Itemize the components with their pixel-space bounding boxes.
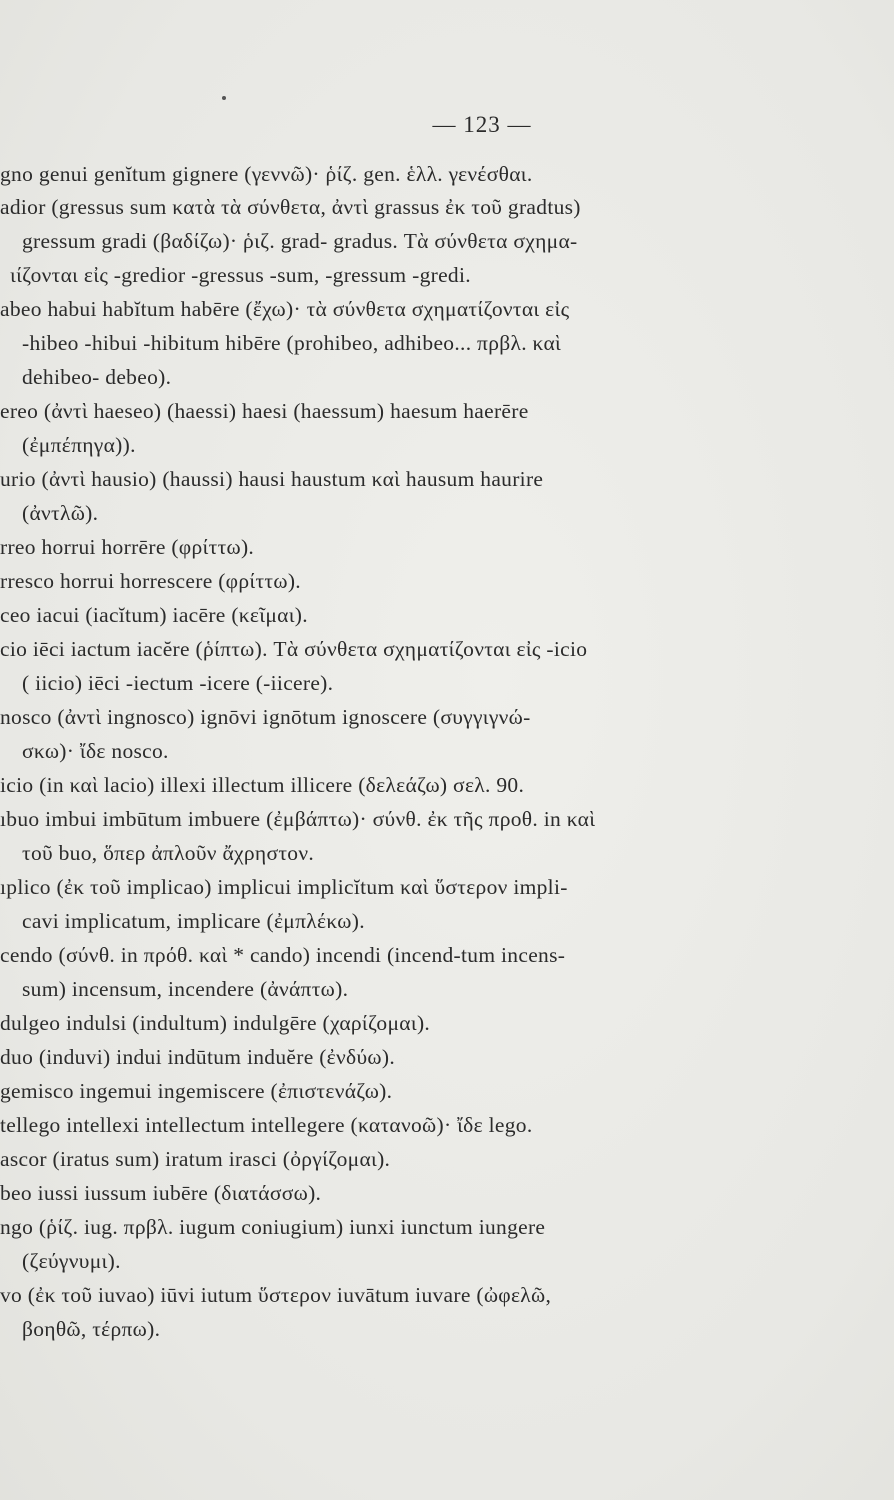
text-line: ceo iacui (iacĭtum) iacēre (κεῖμαι).	[0, 603, 308, 627]
text-line: gemisco ingemui ingemiscere (ἐπιστενάζω).	[0, 1079, 393, 1103]
text-line: cio iēci iactum iacĕre (ῥίπτω). Τὰ σύνθετα σχηματίζονται εἰς -icio	[0, 637, 588, 661]
text-line: -hibeo -hibui -hibitum hibēre (prohibeo, adhibeo... πρβλ. καὶ	[22, 331, 562, 355]
text-line: ıbuo imbui imbūtum imbuere (ἐμβάπτω)· σύνθ. ἐκ τῆς προθ. in καὶ	[0, 807, 596, 831]
text-line: ıplico (ἐκ τοῦ implicao) implicui implicĭtum καὶ ὕστερον impli-	[0, 875, 568, 899]
text-line: ιίζονται εἰς -gredior -gressus -sum, -gressum -gredi.	[10, 263, 471, 287]
text-line: gressum gradi (βαδίζω)· ῥιζ. grad- gradus. Τὰ σύνθετα σχημα-	[22, 229, 578, 253]
text-line: cavi implicatum, implicare (ἐμπλέκω).	[22, 909, 365, 933]
text-line: beo iussi iussum iubēre (διατάσσω).	[0, 1181, 322, 1205]
text-line: τοῦ buo, ὅπερ ἀπλοῦν ἄχρηστον.	[22, 841, 315, 865]
text-line: βοηθῶ, τέρπω).	[22, 1317, 161, 1341]
ink-speck	[222, 96, 226, 100]
text-line: ngo (ῥίζ. iug. πρβλ. iugum coniugium) iunxi iunctum iungere	[0, 1215, 546, 1239]
text-line: (ἀντλῶ).	[22, 501, 99, 525]
text-line: nosco (ἀντὶ ingnosco) ignōvi ignōtum ignoscere (συγγιγνώ-	[0, 705, 531, 729]
page-number: — 123 —	[432, 112, 532, 137]
text-line: urio (ἀντὶ hausio) (haussi) hausi haustum καὶ hausum haurire	[0, 467, 544, 491]
text-line: vo (ἐκ τοῦ iuvao) iūvi iutum ὕστερον iuvātum iuvare (ὠφελῶ,	[0, 1283, 552, 1307]
text-line: dehibeo- debeo).	[22, 365, 172, 389]
text-line: gno genui genĭtum gignere (γεννῶ)· ῥίζ. gen. ἑλλ. γενέσθαι.	[0, 162, 533, 186]
text-line: sum) incensum, incendere (ἀνάπτω).	[22, 977, 349, 1001]
text-line: abeo habui habĭtum habēre (ἔχω)· τὰ σύνθετα σχηματίζονται εἰς	[0, 297, 570, 321]
text-line: adior (gressus sum κατὰ τὰ σύνθετα, ἀντὶ grassus ἐκ τοῦ gradtus)	[0, 195, 581, 219]
text-line: cendo (σύνθ. in πρόθ. καὶ * cando) incendi (incend-tum incens-	[0, 943, 566, 967]
text-line: dulgeo indulsi (indultum) indulgēre (χαρίζομαι).	[0, 1011, 431, 1035]
text-line: (ζεύγνυμι).	[22, 1249, 121, 1273]
text-line: duo (induvi) indui indūtum induĕre (ἐνδύω).	[0, 1045, 395, 1069]
text-line: tellego intellexi intellectum intellegere (κατανοῶ)· ἴδε lego.	[0, 1113, 533, 1137]
text-line: ereo (ἀντὶ haeseo) (haessi) haesi (haessum) haesum haerēre	[0, 399, 529, 423]
text-line: rreo horrui horrēre (φρίττω).	[0, 535, 255, 559]
text-line: (ἐμπέπηγα)).	[22, 433, 136, 457]
text-line: ascor (iratus sum) iratum irasci (ὀργίζομαι).	[0, 1147, 391, 1171]
text-line: rresco horrui horrescere (φρίττω).	[0, 569, 301, 593]
text-line: σκω)· ἴδε nosco.	[22, 739, 169, 763]
text-line: ( iicio) iēci -iectum -icere (-iicere).	[22, 671, 334, 695]
text-line: icio (in καὶ lacio) illexi illectum illicere (δελεάζω) σελ. 90.	[0, 773, 525, 797]
